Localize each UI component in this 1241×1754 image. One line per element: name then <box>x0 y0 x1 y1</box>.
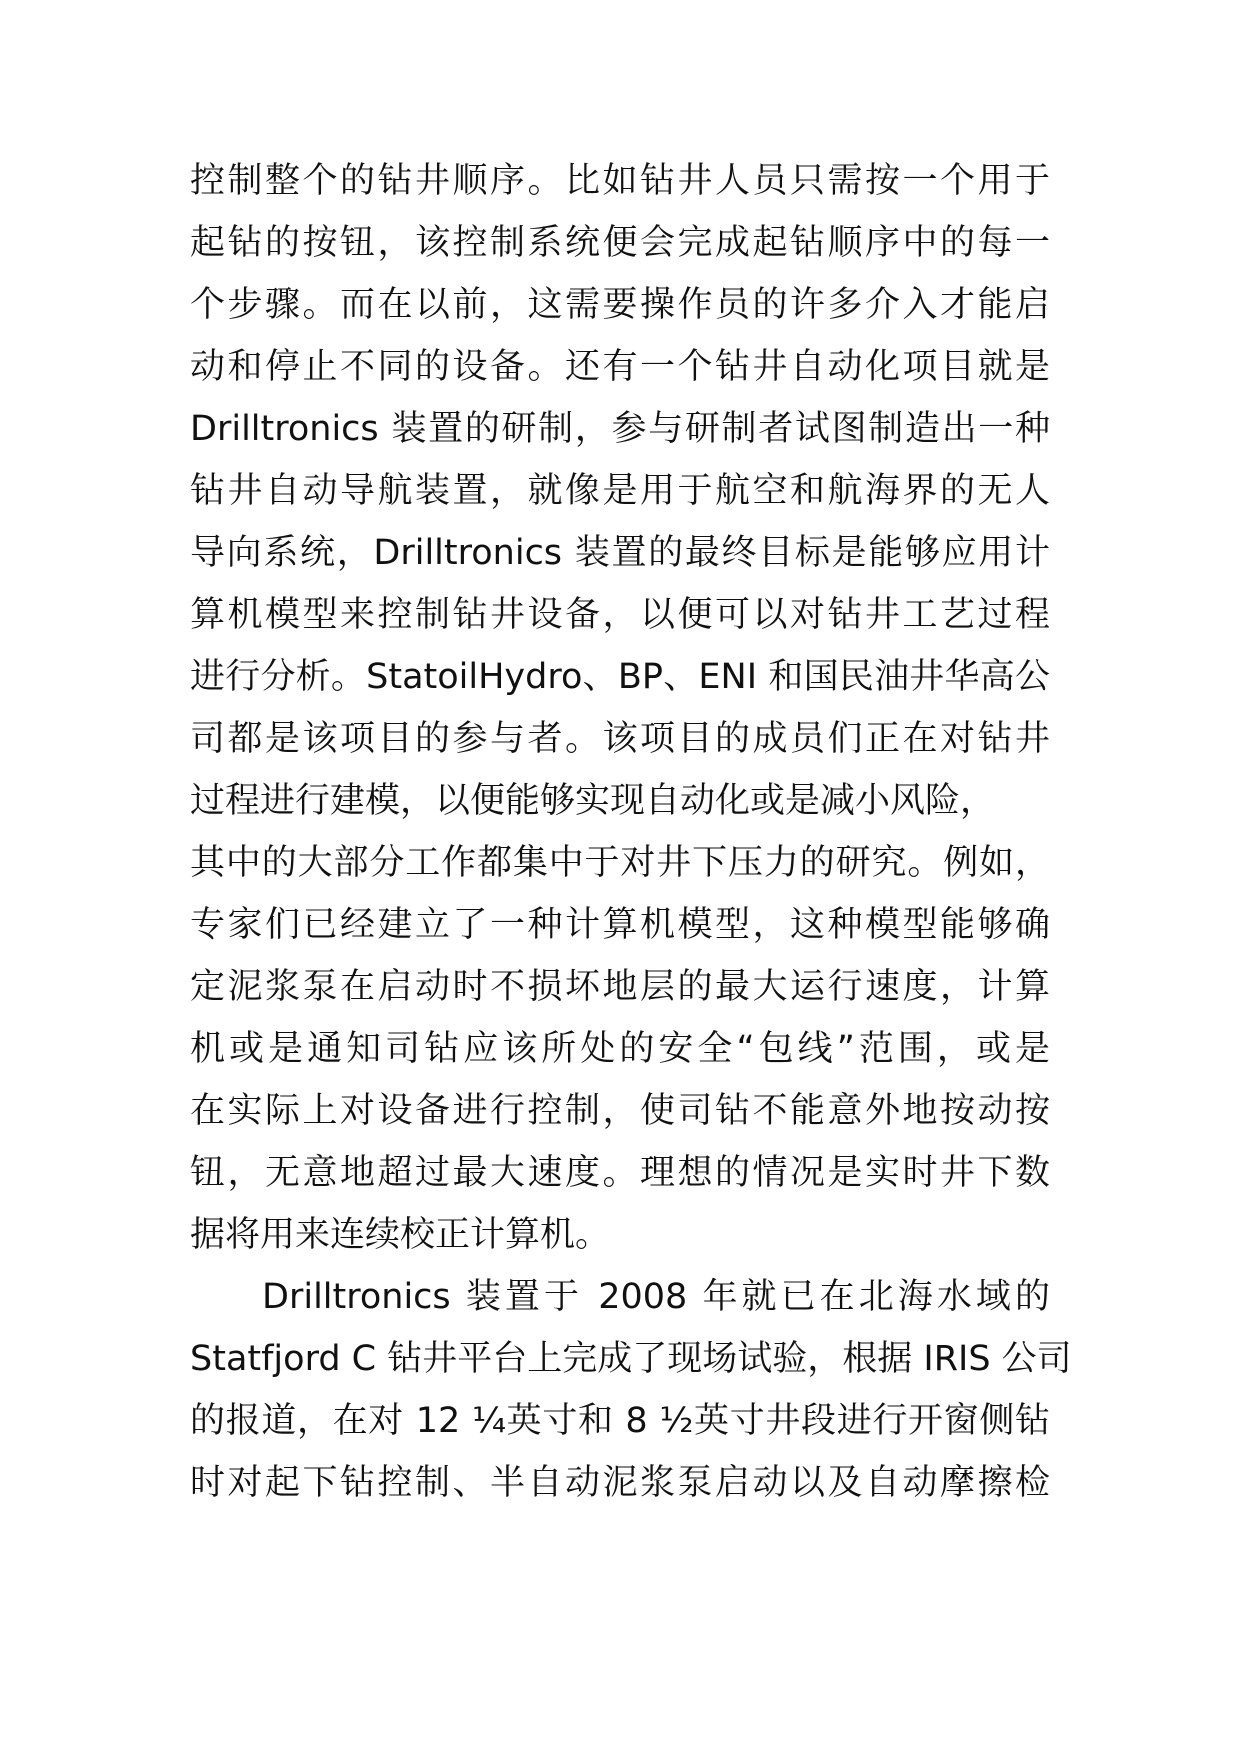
text-line: Drilltronics 装置的研制，参与研制者试图制造出一种 <box>190 409 1050 449</box>
text-line: 司都是该项目的参与者。该项目的成员们正在对钻井 <box>190 719 1050 759</box>
paragraph-1 <box>190 150 1050 1266</box>
body-text <box>190 150 1072 1514</box>
text-line: 专家们已经建立了一种计算机模型，这种模型能够确 <box>190 905 1050 945</box>
text-line: 过程进行建模，以便能够实现自动化或是减小风险， <box>190 781 996 821</box>
text-line: 机或是通知司钻应该所处的安全“包线”范围，或是 <box>190 1029 1050 1069</box>
text-line: 的报道，在对 12 ¼英寸和 8 ½英寸井段进行开窗侧钻 <box>190 1401 1050 1441</box>
text-line: 其中的大部分工作都集中于对井下压力的研究。例如， <box>190 843 1050 883</box>
text-line: Drilltronics 装置于 2008 年就已在北海水域的 <box>262 1277 1050 1317</box>
text-line: 动和停止不同的设备。还有一个钻井自动化项目就是 <box>190 347 1050 387</box>
text-line: 定泥浆泵在启动时不损坏地层的最大运行速度，计算 <box>190 967 1050 1007</box>
text-line: 钻井自动导航装置，就像是用于航空和航海界的无人 <box>190 471 1050 511</box>
text-line: 据将用来连续校正计算机。 <box>190 1215 611 1255</box>
text-line: 时对起下钻控制、半自动泥浆泵启动以及自动摩擦检 <box>190 1463 1050 1503</box>
text-line: Statfjord C 钻井平台上完成了现场试验，根据 IRIS 公司 <box>190 1339 1072 1379</box>
text-line: 在实际上对设备进行控制，使司钻不能意外地按动按 <box>190 1091 1050 1131</box>
text-line: 控制整个的钻井顺序。比如钻井人员只需按一个用于 <box>190 161 1050 201</box>
text-line: 起钻的按钮，该控制系统便会完成起钻顺序中的每一 <box>190 223 1050 263</box>
text-line: 进行分析。StatoilHydro、BP、ENI 和国民油井华高公 <box>190 657 1050 697</box>
text-line: 算机模型来控制钻井设备，以便可以对钻井工艺过程 <box>190 595 1050 635</box>
text-line: 导向系统，Drilltronics 装置的最终目标是能够应用计 <box>190 533 1050 573</box>
text-line: 个步骤。而在以前，这需要操作员的许多介入才能启 <box>190 285 1050 325</box>
paragraph-2 <box>190 1266 1072 1514</box>
text-line: 钮，无意地超过最大速度。理想的情况是实时井下数 <box>190 1153 1050 1193</box>
